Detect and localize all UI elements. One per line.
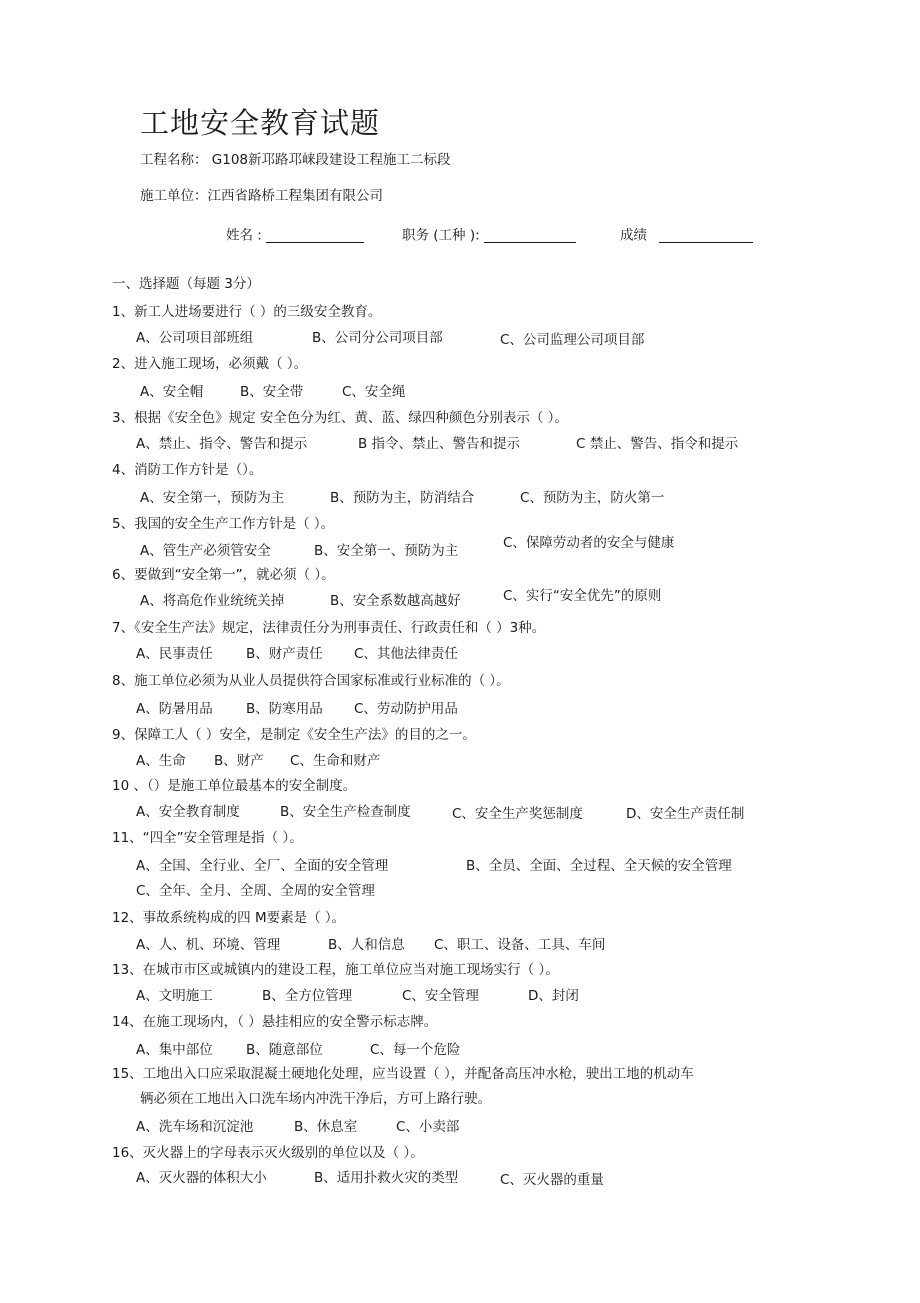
question-16: 16、灭火器上的字母表示灭火级别的单位以及（ ）。 <box>112 1145 424 1161</box>
question-7: 7、《安全生产法》规定，法律责任分为刑事责任、行政责任和（ ）3种。 <box>112 620 546 636</box>
question-13: 13、在城市市区或城镇内的建设工程，施工单位应当对施工现场实行（ ）。 <box>112 962 559 978</box>
q1-option-c: C、公司监理公司项目部 <box>500 332 645 348</box>
q7-option-a: A、民事责任 <box>136 646 213 662</box>
job-field <box>402 228 576 243</box>
question-11: 11、“四全”安全管理是指（ ）。 <box>112 830 303 846</box>
q8-option-b: B、防寒用品 <box>246 701 323 717</box>
question-1: 1、新工人进场要进行（ ）的三级安全教育。 <box>112 304 382 320</box>
q10-option-a: A、安全教育制度 <box>136 804 240 820</box>
question-9: 9、保障工人（ ）安全，是制定《安全生产法》的目的之一。 <box>112 727 476 743</box>
q2-option-a: A、安全帽 <box>140 384 204 400</box>
q7-option-b: B、财产责任 <box>246 646 323 662</box>
question-5: 5、我国的安全生产工作方针是（ ）。 <box>112 516 335 532</box>
q4-option-a: A、安全第一，预防为主 <box>140 490 285 506</box>
q16-option-b: B、适用扑救火灾的类型 <box>314 1170 459 1186</box>
job-blank[interactable] <box>484 228 576 243</box>
q9-option-a: A、生命 <box>136 753 186 769</box>
construction-unit: 施工单位：江西省路桥工程集团有限公司 <box>140 188 383 204</box>
q14-option-c: C、每一个危险 <box>370 1042 461 1058</box>
question-4: 4、消防工作方针是（）。 <box>112 462 263 478</box>
q6-option-a: A、将高危作业统统关掉 <box>140 593 285 609</box>
score-field <box>620 228 753 243</box>
score-label: 成绩 <box>620 227 647 244</box>
q1-option-a: A、公司项目部班组 <box>136 330 254 346</box>
name-field <box>226 228 364 243</box>
q16-option-c: C、灭火器的重量 <box>500 1172 604 1188</box>
question-14: 14、在施工现场内，（ ）悬挂相应的安全警示标志牌。 <box>112 1014 438 1030</box>
q4-option-c: C、预防为主，防火第一 <box>520 490 665 506</box>
q13-option-d: D、封闭 <box>528 988 579 1004</box>
q11-option-b: B、全员、全面、全过程、全天候的安全管理 <box>466 858 732 874</box>
q16-option-a: A、灭火器的体积大小 <box>136 1170 267 1186</box>
q6-option-b: B、安全系数越高越好 <box>330 593 461 609</box>
q1-option-b: B、公司分公司项目部 <box>312 330 443 346</box>
q10-option-d: D、安全生产责任制 <box>626 806 745 822</box>
question-12: 12、事故系统构成的四 M要素是（ ）。 <box>112 910 346 926</box>
q6-option-c: C、实行“安全优先”的原则 <box>503 588 662 604</box>
q12-option-a: A、人、机、环境、管理 <box>136 937 281 953</box>
q9-option-c: C、生命和财产 <box>290 753 381 769</box>
q14-option-b: B、随意部位 <box>246 1042 323 1058</box>
section-heading: 一、选择题（每题 3分） <box>112 276 260 292</box>
q5-option-b: B、安全第一、预防为主 <box>314 543 459 559</box>
question-10: 10 、（）是施工单位最基本的安全制度。 <box>112 778 357 794</box>
q15-option-a: A、洗车场和沉淀池 <box>136 1119 254 1135</box>
q9-option-b: B、财产 <box>214 753 264 769</box>
q12-option-c: C、职工、设备、工具、车间 <box>434 937 606 953</box>
q3-option-c: C 禁止、警告、指令和提示 <box>576 436 739 452</box>
question-15: 15、工地出入口应采取混凝土硬地化处理，应当设置（ ），并配备高压冲水枪，驶出工地的机动车 <box>112 1066 694 1082</box>
question-15-continuation: 辆必须在工地出入口洗车场内冲洗干净后，方可上路行驶。 <box>140 1091 491 1107</box>
page-title: 工地安全教育试题 <box>140 106 381 140</box>
question-8: 8、施工单位必须为从业人员提供符合国家标准或行业标准的（ ）。 <box>112 673 510 689</box>
question-2: 2、进入施工现场，必须戴（ ）。 <box>112 356 308 372</box>
q10-option-b: B、安全生产检查制度 <box>280 804 411 820</box>
q3-option-b: B 指令、禁止、警告和提示 <box>358 436 521 452</box>
q4-option-b: B、预防为主，防消结合 <box>330 490 475 506</box>
q7-option-c: C、其他法律责任 <box>354 646 458 662</box>
q8-option-a: A、防暑用品 <box>136 701 213 717</box>
name-blank[interactable] <box>266 228 364 243</box>
q2-option-b: B、安全带 <box>240 384 304 400</box>
q5-option-c: C、保障劳动者的安全与健康 <box>503 535 675 551</box>
q11-option-c: C、全年、全月、全周、全周的安全管理 <box>136 883 375 899</box>
q15-option-b: B、休息室 <box>294 1119 358 1135</box>
question-6: 6、要做到“安全第一”，就必须（ ）。 <box>112 567 335 583</box>
q13-option-b: B、全方位管理 <box>262 988 353 1004</box>
q13-option-c: C、安全管理 <box>402 988 479 1004</box>
q8-option-c: C、劳动防护用品 <box>354 701 458 717</box>
q10-option-c: C、安全生产奖惩制度 <box>452 806 583 822</box>
q3-option-a: A、禁止、指令、警告和提示 <box>136 436 308 452</box>
q15-option-c: C、小卖部 <box>396 1119 460 1135</box>
job-label: 职务 (工种 ): <box>402 227 480 244</box>
score-blank[interactable] <box>659 228 753 243</box>
q14-option-a: A、集中部位 <box>136 1042 213 1058</box>
q12-option-b: B、人和信息 <box>328 937 405 953</box>
q5-option-a: A、管生产必须管安全 <box>140 543 271 559</box>
name-label: 姓名 : <box>226 227 262 244</box>
question-3: 3、根据《安全色》规定 安全色分为红、黄、蓝、绿四种颜色分别表示（ ）。 <box>112 410 568 426</box>
q13-option-a: A、文明施工 <box>136 988 213 1004</box>
project-name: 工程名称： G108新邛路邛崃段建设工程施工二标段 <box>140 152 451 168</box>
q2-option-c: C、安全绳 <box>342 384 406 400</box>
q11-option-a: A、全国、全行业、全厂、全面的安全管理 <box>136 858 389 874</box>
